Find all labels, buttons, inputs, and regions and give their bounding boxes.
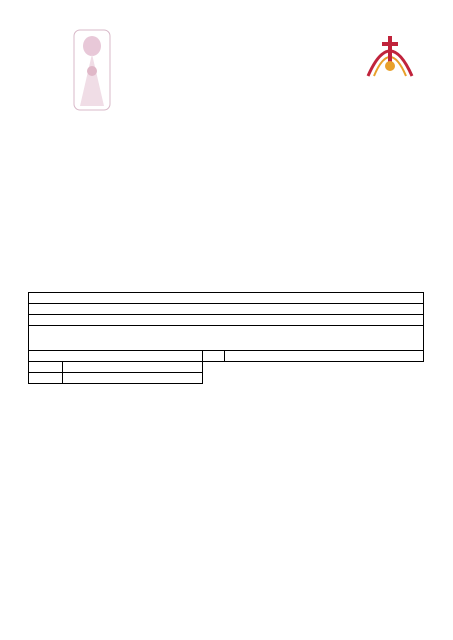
parish-logo	[62, 26, 122, 116]
left-mass-time	[29, 362, 63, 373]
sunday-mass-table	[28, 292, 424, 384]
left-mass-intent	[62, 373, 202, 384]
left-mass-time	[29, 373, 63, 384]
left-mass-intent	[62, 362, 202, 373]
nek-logo	[358, 32, 422, 102]
right-mass-intent	[224, 351, 424, 362]
right-mass-time	[202, 351, 224, 362]
